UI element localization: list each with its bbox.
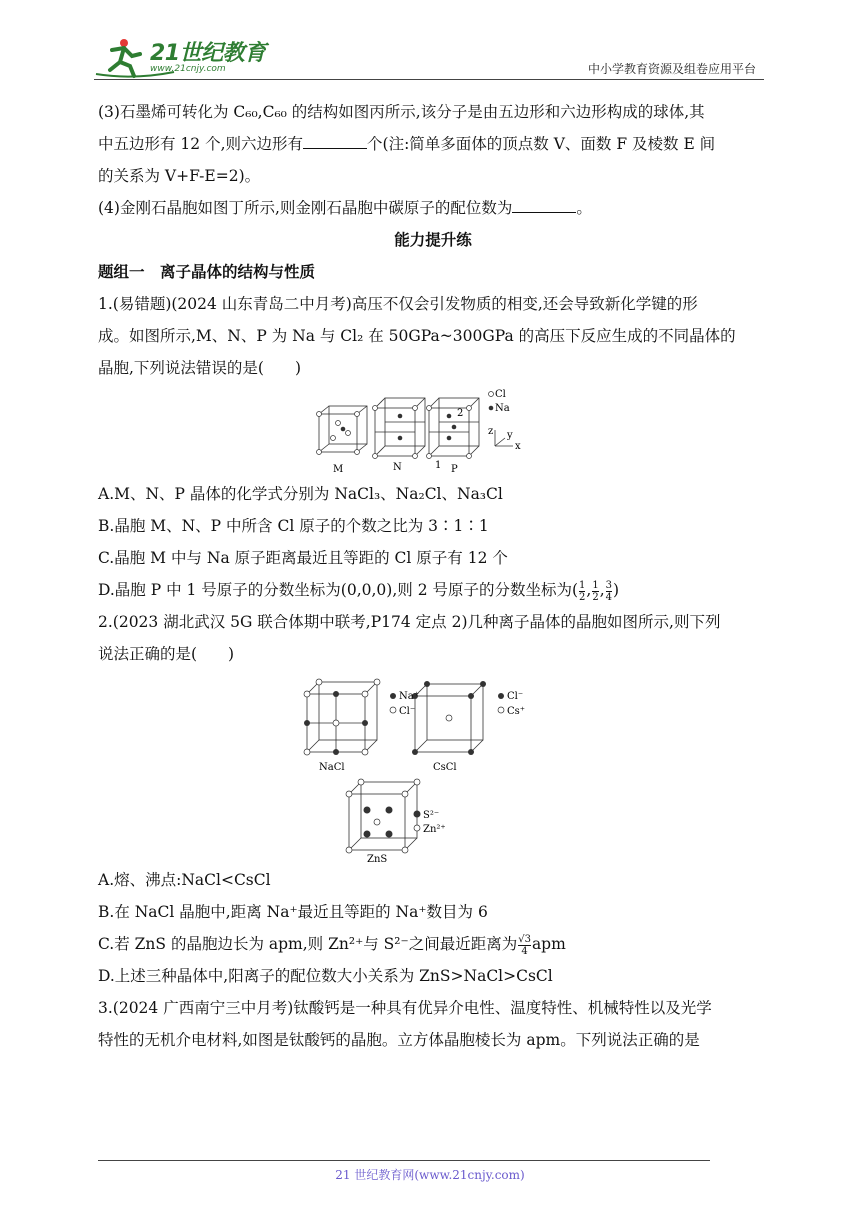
ionic-crystal-cells-figure xyxy=(303,672,563,862)
p1-option-c: C.晶胞 M 中与 Na 原子距离最近且等距的 Cl 原子有 12 个 xyxy=(98,549,508,567)
logo-url: www.21cnjy.com xyxy=(150,64,226,74)
p2-option-d: D.上述三种晶体中,阳离子的配位数大小关系为 ZnS>NaCl>CsCl xyxy=(98,967,553,985)
axis-y: y xyxy=(507,430,513,441)
header-platform-text: 中小学教育资源及组卷应用平台 xyxy=(587,62,756,76)
q3-line2: 中五边形有 12 个,则六边形有 个(注:简单多面体的顶点数 V、面数 F 及棱数 E 间 xyxy=(98,128,768,160)
label-nacl: NaCl xyxy=(319,762,345,773)
p2-option-a: A.熔、沸点:NaCl<CsCl xyxy=(98,871,271,889)
footer-text: 21 世纪教育网(www.21cnjy.com) xyxy=(335,1168,525,1182)
q4-line1: (4)金刚石晶胞如图丁所示,则金刚石晶胞中碳原子的配位数为 。 xyxy=(98,192,768,224)
p1-option-d: D.晶胞 P 中 1 号原子的分数坐标为(0,0,0),则 2 号原子的分数坐标为( $\frac{1}{2}$ , $\frac{1}{2}$ , $\frac{3}{4}$ ) xyxy=(98,579,620,603)
label-zns: ZnS xyxy=(367,854,388,862)
label-n: N xyxy=(393,462,402,473)
q3-line1: (3)石墨烯可转化为 C₆₀,C₆₀ 的结构如图丙所示,该分子是由五边形和六边形构成的球体,其 xyxy=(98,103,705,121)
legend-s-ion: S²⁻ xyxy=(423,810,440,821)
answer-blank xyxy=(512,196,576,213)
label-p: P xyxy=(451,464,458,475)
p2-line1: 2.(2023 湖北武汉 5G 联合体期中联考,P174 定点 2)几种离子晶体的晶胞如图所示,则下列 xyxy=(98,613,721,631)
label-cscl: CsCl xyxy=(433,762,457,773)
label-two: 2 xyxy=(457,408,464,419)
label-one: 1 xyxy=(435,460,442,471)
legend-na: Na xyxy=(495,403,510,414)
legend-cl-ion-2: Cl⁻ xyxy=(507,691,524,702)
header-divider xyxy=(94,79,764,80)
label-m: M xyxy=(333,464,344,475)
fraction: $\frac{3}{4}$ xyxy=(605,579,613,603)
p2-option-b: B.在 NaCl 晶胞中,距离 Na⁺最近且等距的 Na⁺数目为 6 xyxy=(98,903,488,921)
legend-cs-ion: Cs⁺ xyxy=(507,706,526,717)
p3-line2: 特性的无机介电材料,如图是钛酸钙的晶胞。立方体晶胞棱长为 apm。下列说法正确的是 xyxy=(98,1031,700,1049)
group-title: 题组一 离子晶体的结构与性质 xyxy=(98,262,316,281)
p1-line3: 晶胞,下列说法错误的是( ) xyxy=(98,359,302,377)
footer-divider xyxy=(98,1160,710,1161)
logo-text: 21世纪教育 xyxy=(150,41,266,66)
section-title: 能力提升练 xyxy=(394,230,472,249)
p3-line1: 3.(2024 广西南宁三中月考)钛酸钙是一种具有优异介电性、温度特性、机械特性以及光学 xyxy=(98,999,712,1017)
p1-option-b: B.晶胞 M、N、P 中所含 Cl 原子的个数之比为 3∶1∶1 xyxy=(98,517,489,535)
crystal-cells-mnp-figure xyxy=(313,386,553,476)
p2-line2: 说法正确的是( ) xyxy=(98,645,235,663)
fraction: $\frac{1}{2}$ xyxy=(592,579,599,603)
p1-option-a: A.M、N、P 晶体的化学式分别为 NaCl₃、Na₂Cl、Na₃Cl xyxy=(98,485,503,503)
page-header xyxy=(0,0,860,86)
axis-z: z xyxy=(488,426,494,437)
fraction: $\frac{1}{2}$ xyxy=(579,579,586,603)
fraction: $\frac{√3}{4}$ xyxy=(518,933,531,957)
answer-blank xyxy=(303,132,367,149)
q3-line3: 的关系为 V+F-E=2)。 xyxy=(98,167,261,185)
p1-line1: 1.(易错题)(2024 山东青岛二中月考)高压不仅会引发物质的相变,还会导致新化学键的形 xyxy=(98,295,698,313)
axis-x: x xyxy=(515,441,521,452)
document-body xyxy=(98,96,768,1056)
legend-cl: Cl xyxy=(495,389,506,400)
legend-cl-ion: Cl⁻ xyxy=(399,706,416,717)
p1-line2: 成。如图所示,M、N、P 为 Na 与 Cl₂ 在 50GPa~300GPa 的高压下反应生成的不同晶体的 xyxy=(98,327,736,345)
p2-option-c: C.若 ZnS 的晶胞边长为 apm,则 Zn²⁺与 S²⁻之间最近距离为 $\frac{√3}{4}$ apm xyxy=(98,933,566,957)
legend-na-ion: Na⁺ xyxy=(399,691,419,702)
legend-zn-ion: Zn²⁺ xyxy=(423,824,446,835)
